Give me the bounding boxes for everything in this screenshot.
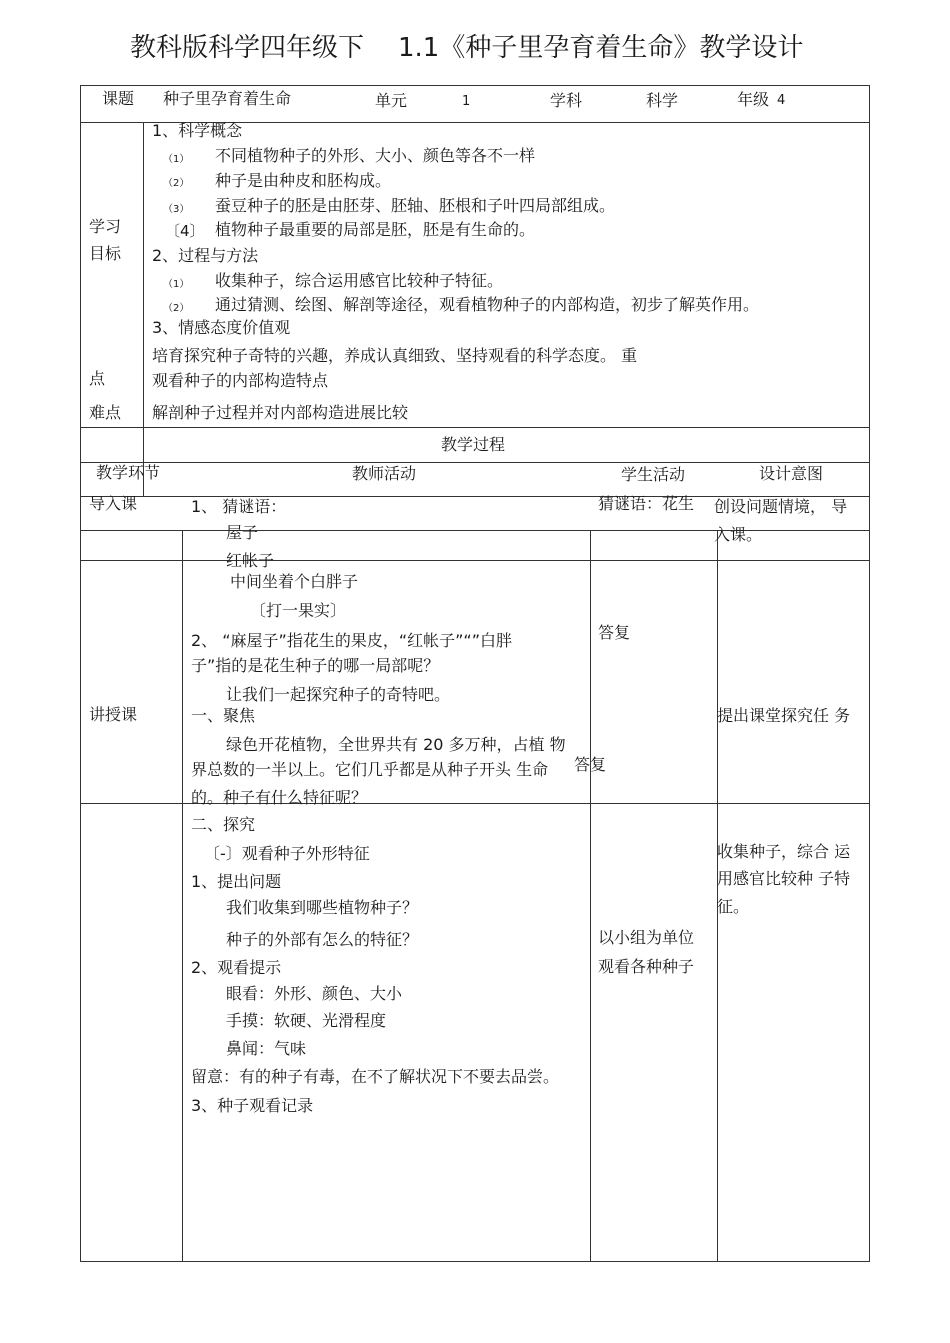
difficulty-text: 解剖种子过程并对内部构造进展比较 [152,403,409,422]
col-student: 学生活动 [621,465,686,484]
explore-intent-3: 征。 [717,897,750,916]
topic-label: 课题 [102,89,135,108]
key-label: 点 [89,369,106,388]
explore-sub: 〔-〕观看种子外形特征 [204,844,370,863]
topic-value: 种子里孕育着生命 [163,89,292,108]
hint-title: 2、观看提示 [191,958,282,977]
question-line-2: 子”指的是花生种子的哪一局部呢？ [191,656,440,675]
intro-student-1: 猜谜语：花生 [598,494,695,513]
hint-item: 眼看：外形、颜色、大小 [226,984,403,1003]
process-num: （1） [163,279,190,290]
col-teacher: 教师活动 [352,464,417,483]
record-title: 3、种子观看记录 [191,1096,314,1115]
question-line-1: 2、 “麻屋子”指花生的果皮，“红帐子”“”白胖 [191,631,513,650]
process-section-title: 教学过程 [441,435,506,454]
explore-student-2: 观看各种种子 [598,957,695,976]
col-stage: 教学环节 [96,463,161,482]
explore-intent-1: 收集种子，综合 运 [717,842,851,861]
concept-item: 不同植物种子的外形、大小、颜色等各不一样 [215,146,536,165]
attitude-text: 培育探究种子奇特的兴趣，养成认真细致、坚持观看的科学态度。 重 [152,346,638,365]
col-intent: 设计意图 [759,464,824,483]
riddle-line: 屋子 [226,523,259,542]
intro-lead: 让我们一起探究种子的奇特吧。 [226,685,451,704]
process-item: 通过猜测、绘图、解剖等途径，观看植物种子的内部构造，初步了解英作用。 [215,295,760,314]
intro-stage: 导入课 [89,494,138,513]
key-text: 观看种子的内部构造特点 [152,371,329,390]
doc-title-right: 1.1《种子里孕育着生命》教学设计 [398,33,804,63]
teach-stage: 讲授课 [89,705,138,724]
subject-value: 科学 [646,91,679,110]
teach-student: 答复 [574,755,607,774]
focus-title: 一、聚焦 [191,706,256,725]
concept-item: 种子是由种皮和胚构成。 [215,171,392,190]
explore-intent-2: 用感官比较种 子特 [717,869,851,888]
doc-title-left: 教科版科学四年级下 [130,33,365,63]
riddle-hint: 〔打一果实〕 [250,601,347,620]
explore-title: 二、探究 [191,815,256,834]
attitude-title: 3、情感态度价值观 [152,318,291,337]
difficulty-label: 难点 [89,403,122,422]
intro-student-2: 答复 [598,623,631,642]
focus-line-2: 界总数的一半以上。它们几乎都是从种子开头 生命 [191,760,549,779]
process-num: （2） [163,303,190,314]
concept-num: （1） [163,154,190,165]
concept-num: 〔4〕 [165,222,205,240]
riddle-line: 中间坐着个白胖子 [230,572,359,591]
concept-num: （2） [163,178,190,189]
goals-label-1: 学习 [89,217,122,236]
process-title: 2、过程与方法 [152,246,259,265]
unit-value: 1 [462,94,471,109]
concept-num: （3） [163,204,190,215]
grade-value: 4 [777,93,786,108]
grade-label: 年级 [737,90,770,109]
teach-intent: 提出课堂探究任 务 [717,706,851,725]
concept-title: 1、科学概念 [152,121,243,140]
riddle-line: 红帐子 [226,551,275,570]
focus-line-3: 的。种子有什么特征呢？ [191,788,368,807]
question-item: 我们收集到哪些植物种子？ [226,898,419,917]
question-title: 1、提出问题 [191,872,282,891]
hint-item: 鼻闻：气味 [226,1039,307,1058]
goals-label-2: 目标 [89,244,122,263]
concept-item: 植物种子最重要的局部是胚，胚是有生命的。 [215,220,536,239]
unit-label: 单元 [375,91,408,110]
intro-intent-2: 入课。 [714,525,763,544]
focus-line-1: 绿色开花植物，全世界共有 20 多万种，占植 物 [226,735,566,754]
intro-intent-1: 创设问题情境， 导 [714,497,848,516]
explore-student-1: 以小组为单位 [598,928,695,947]
hint-item: 手摸：软硬、光滑程度 [226,1011,387,1030]
caution-text: 留意：有的种子有毒，在不了解状况下不要去品尝。 [191,1067,560,1086]
process-item: 收集种子，综合运用感官比较种子特征。 [215,271,504,290]
concept-item: 蚕豆种子的胚是由胚芽、胚轴、胚根和子叶四局部组成。 [215,196,616,215]
riddle-label: 1、 猜谜语： [191,497,287,516]
question-item: 种子的外部有怎么的特征？ [226,930,419,949]
subject-label: 学科 [550,91,583,110]
